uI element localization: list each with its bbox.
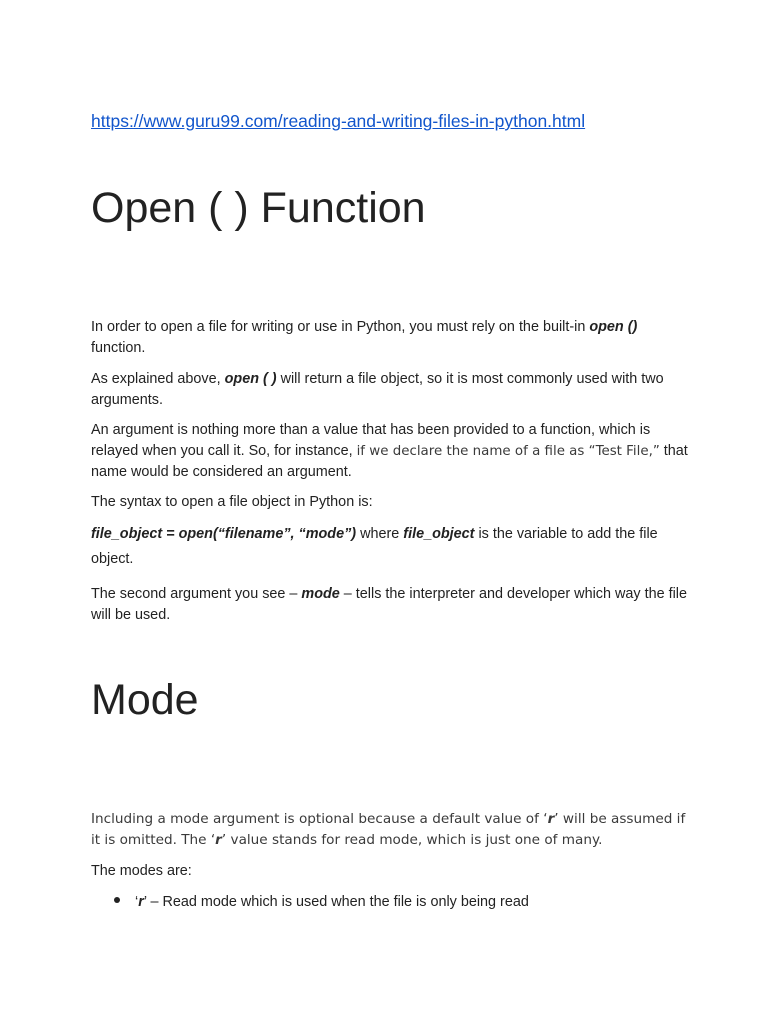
inline-code-file-object: file_object [403,526,475,542]
paragraph-mode-argument [91,584,691,625]
paragraph-open-returns [91,369,691,410]
inline-code-r: r [215,831,222,848]
text: is the variable to add the file object. [91,526,658,567]
text-example: if we declare the name of a file as “Test File,” [356,443,660,459]
text: ’ – Read mode which is used when the file is only being read [143,894,529,910]
inline-code-r: r [138,894,144,910]
paragraph-modes-are: The modes are: [91,863,192,879]
paragraph-syntax-intro: The syntax to open a file object in Python is: [91,494,373,510]
text: ’ value stands for read mode, which is just one of many. [221,831,603,848]
text: function. [91,339,146,356]
heading-mode: Mode [91,676,199,724]
inline-code-open: open () [589,319,638,335]
text: In order to open a file for writing or use in Python, you must rely on the built-in [91,319,590,335]
paragraph-open-builtin [91,317,691,358]
list-item [91,892,691,913]
text: An argument is nothing more than a value that has been provided to a function, which is relayed when you call it. So, for instance, [91,422,651,459]
text: The second argument you see – [91,586,302,602]
text: where [356,526,404,542]
inline-code-r: r [547,811,555,827]
inline-code-mode: mode [301,586,340,602]
paragraph-syntax [91,522,691,571]
text: ’ will be assumed if it is omitted. The ‘ [91,811,686,848]
text: ‘ [135,894,139,910]
text: will return a file object, so it is most commonly used with two arguments. [91,371,664,408]
inline-code-open: open ( ) [224,371,277,387]
inline-code-syntax: file_object = open(“filename”, “mode”) [91,526,357,542]
text: – tells the interpreter and developer which way the file will be used. [91,586,687,623]
paragraph-argument-definition [91,420,691,483]
text: that name would be considered an argument. [91,442,688,480]
source-link[interactable]: https://www.guru99.com/reading-and-writing-files-in-python.html [91,111,586,131]
text: Including a mode argument is optional because a default value of ‘ [91,811,548,827]
bullet-icon [114,897,120,903]
heading-open-function: Open ( ) Function [91,184,426,232]
paragraph-mode-optional [91,809,691,850]
text: As explained above, [91,371,225,387]
